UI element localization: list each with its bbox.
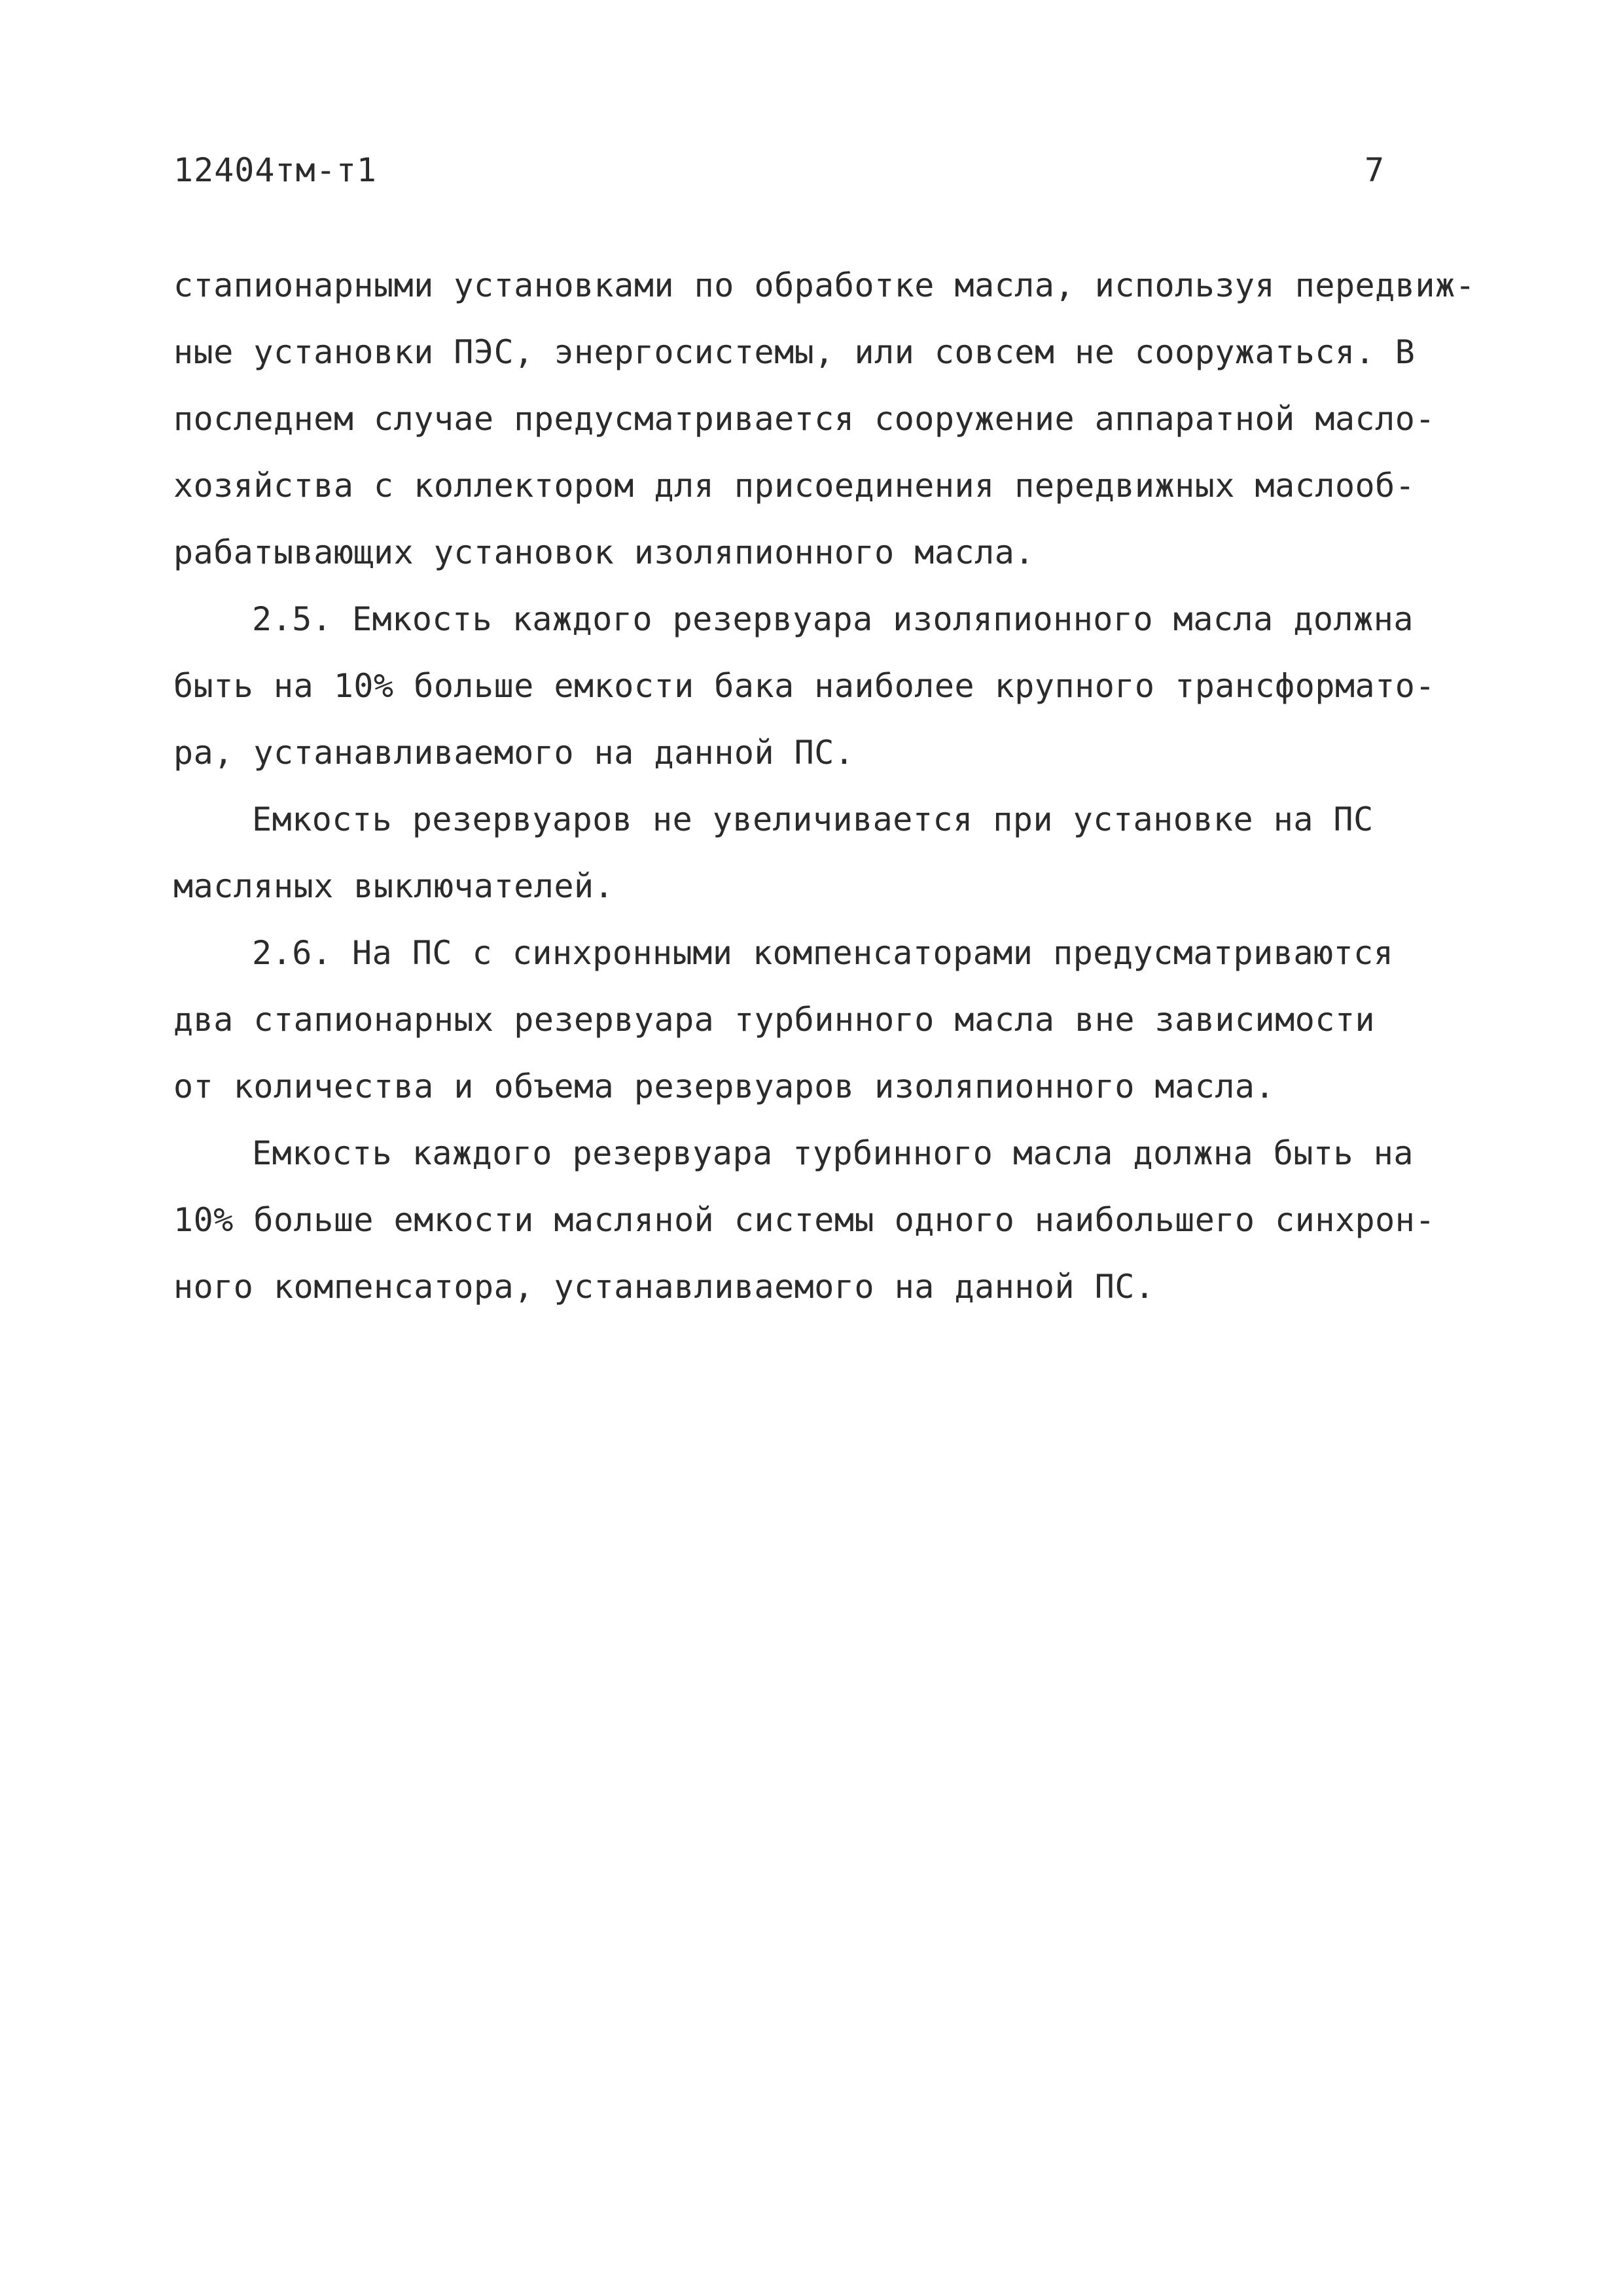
text-line: от количества и объема резервуаров изоляпионного масла. — [173, 1067, 1275, 1105]
text-line: ного компенсатора, устанавливаемого на данной ПС. — [173, 1268, 1155, 1306]
page-number: 7 — [1364, 151, 1385, 189]
text-line: быть на 10% больше емкости бака наиболее крупного трансформато- — [173, 667, 1435, 705]
text-line: ные установки ПЭС, энергосистемы, или совсем не сооружаться. В — [173, 333, 1416, 371]
section-2-6-first-line: 2.6. На ПС с синхронными компенсаторами предусматриваются — [252, 934, 1394, 972]
text-line: масляных выключателей. — [173, 867, 615, 905]
section-2-5-first-line: 2.5. Емкость каждого резервуара изоляпионного масла должна — [252, 600, 1414, 638]
text-line: 10% больше емкости масляной системы одного наибольшего синхрон- — [173, 1201, 1435, 1239]
text-line: рабатывающих установок изоляпионного масла. — [173, 533, 1035, 571]
document-body — [173, 252, 1482, 1320]
text-line: последнем случае предусматривается сооружение аппаратной масло- — [173, 400, 1435, 438]
paragraph-first-line: Емкость резервуаров не увеличивается при установке на ПС — [252, 800, 1374, 838]
text-line: ра, устанавливаемого на данной ПС. — [173, 734, 855, 772]
text-line: два стапионарных резервуара турбинного масла вне зависимости — [173, 1001, 1376, 1039]
text-line: хозяйства с коллектором для присоединения передвижных маслооб- — [173, 467, 1416, 505]
text-line: стапионарными установками по обработке масла, используя передвиж- — [173, 266, 1476, 304]
document-code: 12404тм-т1 — [173, 151, 378, 189]
paragraph-first-line: Емкость каждого резервуара турбинного масла должна быть на — [252, 1134, 1414, 1172]
